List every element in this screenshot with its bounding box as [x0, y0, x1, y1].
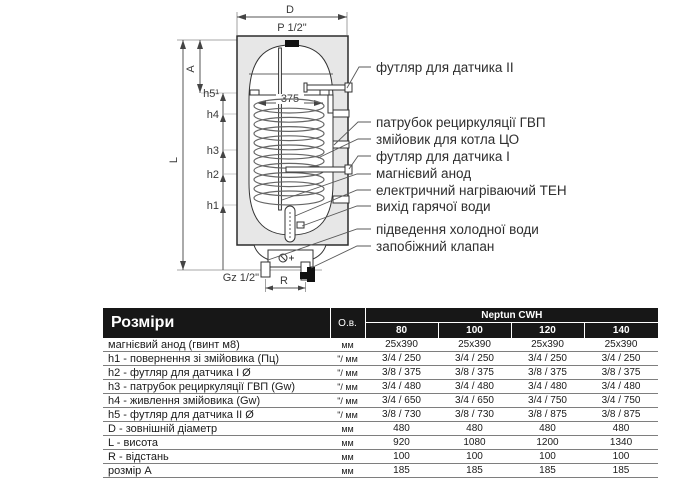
callout-labels: [376, 60, 567, 254]
row-name: h3 - патрубок рециркуляції ГВП (Gw): [103, 380, 330, 394]
table-row: [103, 450, 658, 464]
callout-cold-water-inlet: підведення холодної води: [376, 222, 539, 237]
row-value: 100: [584, 450, 658, 464]
top-outlet-nub: [285, 40, 299, 47]
dimension-R: [266, 275, 306, 292]
row-value: 100: [511, 450, 584, 464]
row-value: 3/4 / 750: [584, 394, 658, 408]
callout-magnesium-anode: магнієвий анод: [376, 166, 472, 181]
row-name: h2 - футляр для датчика I Ø: [103, 366, 330, 380]
row-value: 3/4 / 480: [584, 380, 658, 394]
dim-label-h3: h3: [206, 145, 219, 157]
row-unit: мм: [330, 338, 365, 352]
row-unit: "/ мм: [330, 394, 365, 408]
dim-label-h5: h5¹: [203, 88, 219, 100]
dim-label-R: R: [280, 275, 288, 287]
callout-safety-valve: запобіжний клапан: [376, 239, 495, 254]
dim-label-h1: h1: [206, 200, 219, 212]
safety-valve-nub: [300, 272, 308, 279]
dim-label-h4: h4: [206, 109, 219, 121]
callout-sensor-sleeve-2: футляр для датчика II: [376, 60, 514, 75]
row-name: розмір A: [103, 464, 330, 478]
row-value: 1200: [511, 436, 584, 450]
size-column-100: 100: [438, 323, 511, 339]
row-value: 185: [438, 464, 511, 478]
row-value: 3/4 / 480: [365, 380, 438, 394]
row-name: магнієвий анод (гвинт м8): [103, 338, 330, 352]
row-value: 3/8 / 375: [365, 366, 438, 380]
table-row: [103, 380, 658, 394]
dim-label-L: L: [168, 156, 180, 164]
dim-label-P: P 1/2": [277, 22, 307, 34]
size-column-120: 120: [511, 323, 584, 339]
row-value: 480: [511, 422, 584, 436]
row-value: 25x390: [511, 338, 584, 352]
row-unit: "/ мм: [330, 352, 365, 366]
cold-water-pipe: [261, 262, 270, 277]
row-value: 1080: [438, 436, 511, 450]
row-value: 3/8 / 730: [438, 408, 511, 422]
size-column-140: 140: [584, 323, 658, 339]
row-value: 185: [511, 464, 584, 478]
table-row: [103, 366, 658, 380]
bottom-assembly: [254, 245, 326, 282]
row-value: 480: [438, 422, 511, 436]
table-row: [103, 408, 658, 422]
row-name: D - зовнішній діаметр: [103, 422, 330, 436]
table-row: [103, 338, 658, 352]
dim-label-Gz: Gz 1/2": [222, 272, 259, 284]
row-value: 480: [365, 422, 438, 436]
dim-label-coil-width: 375: [280, 93, 300, 105]
row-name: R - відстань: [103, 450, 330, 464]
row-unit: мм: [330, 436, 365, 450]
row-value: 920: [365, 436, 438, 450]
row-value: 3/4 / 250: [511, 352, 584, 366]
dim-label-A: A: [185, 65, 197, 73]
callout-coil-for-boiler: змійовик для котла ЦО: [376, 132, 520, 147]
table-row: [103, 464, 658, 478]
row-value: 25x390: [365, 338, 438, 352]
row-value: 3/4 / 480: [511, 380, 584, 394]
row-value: 100: [438, 450, 511, 464]
row-unit: мм: [330, 450, 365, 464]
row-value: 25x390: [584, 338, 658, 352]
pipe-stub-coil-feed: [333, 110, 349, 117]
row-value: 3/4 / 650: [438, 394, 511, 408]
row-name: L - висота: [103, 436, 330, 450]
dimension-A: [185, 40, 203, 93]
row-value: 3/8 / 375: [438, 366, 511, 380]
row-value: 3/4 / 250: [438, 352, 511, 366]
callout-electric-heater: електричний нагріваючий ТЕН: [376, 183, 567, 198]
row-value: 3/8 / 375: [584, 366, 658, 380]
row-name: h1 - повернення зі змійовика (Пц): [103, 352, 330, 366]
row-value: 185: [365, 464, 438, 478]
row-unit: "/ мм: [330, 408, 365, 422]
table-row: [103, 436, 658, 450]
dimension-D: [237, 4, 347, 35]
row-value: 3/4 / 480: [438, 380, 511, 394]
callout-recirculation-port: патрубок рециркуляції ГВП: [376, 115, 546, 130]
dim-label-D: D: [286, 4, 294, 16]
row-value: 480: [584, 422, 658, 436]
row-value: 25x390: [438, 338, 511, 352]
table-row: [103, 352, 658, 366]
row-value: 100: [365, 450, 438, 464]
callout-hot-water-outlet: вихід гарячої води: [376, 199, 491, 214]
row-name: h4 - живлення змійовика (Gw): [103, 394, 330, 408]
row-unit: мм: [330, 422, 365, 436]
table-row: [103, 422, 658, 436]
row-value: 1340: [584, 436, 658, 450]
table-title: Розміри: [103, 308, 330, 338]
row-value: 3/8 / 375: [511, 366, 584, 380]
row-value: 185: [584, 464, 658, 478]
row-unit: "/ мм: [330, 380, 365, 394]
dim-label-h2: h2: [206, 169, 219, 181]
row-value: 3/4 / 650: [365, 394, 438, 408]
row-name: h5 - футляр для датчика II Ø: [103, 408, 330, 422]
unit-column-header: О.в.: [330, 308, 365, 338]
row-value: 3/4 / 750: [511, 394, 584, 408]
row-value: 3/8 / 875: [511, 408, 584, 422]
dimensions-table: [103, 308, 658, 478]
row-unit: мм: [330, 464, 365, 478]
anode-rod: [279, 48, 282, 210]
row-value: 3/8 / 875: [584, 408, 658, 422]
row-value: 3/8 / 730: [365, 408, 438, 422]
table-row: [103, 394, 658, 408]
callout-sensor-sleeve-1: футляр для датчика I: [376, 149, 510, 164]
row-unit: "/ мм: [330, 366, 365, 380]
size-column-80: 80: [365, 323, 438, 339]
row-value: 3/4 / 250: [365, 352, 438, 366]
safety-valve: [307, 267, 315, 282]
row-value: 3/4 / 250: [584, 352, 658, 366]
series-header: Neptun CWH: [365, 308, 658, 323]
